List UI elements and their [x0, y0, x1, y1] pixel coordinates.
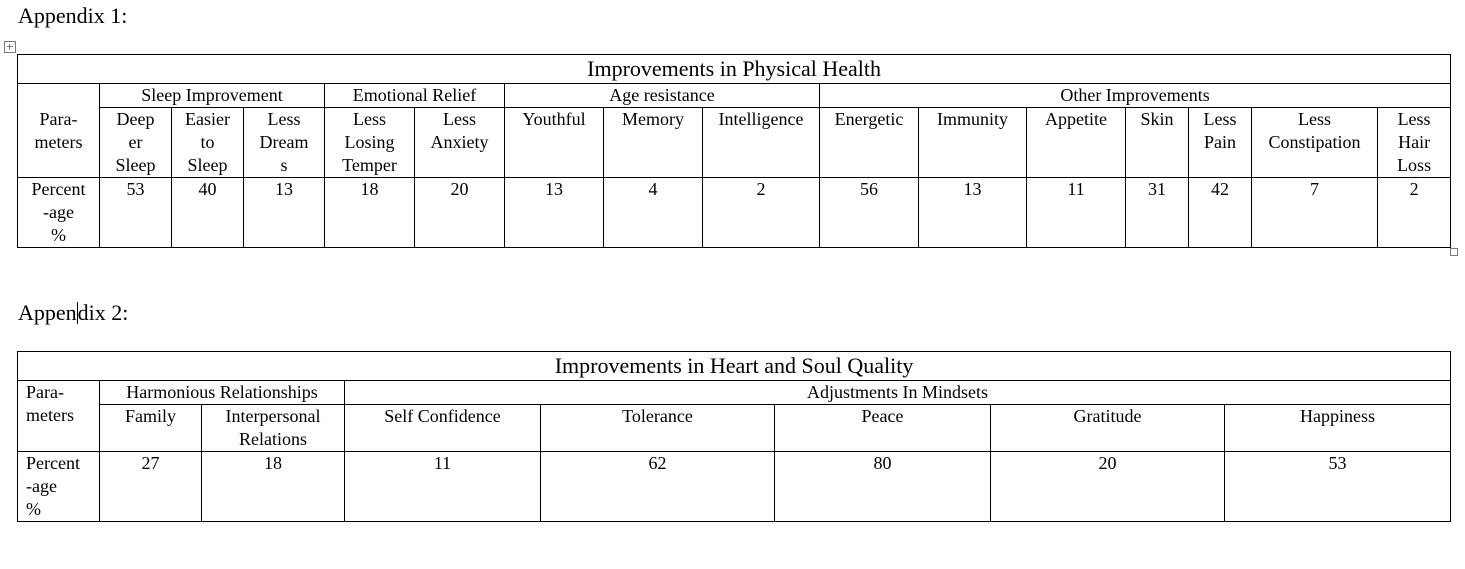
value-cell: 20 [991, 452, 1225, 522]
group-header: Other Improvements [820, 84, 1451, 108]
value-cell: 2 [1378, 178, 1451, 248]
value-cell: 40 [172, 178, 244, 248]
column-header: Self Confidence [345, 405, 541, 452]
column-header: Less Anxiety [415, 108, 505, 178]
column-header: Intelligence [703, 108, 820, 178]
table-title: Improvements in Physical Health [18, 55, 1451, 84]
value-cell: 4 [604, 178, 703, 248]
column-header: Skin [1126, 108, 1189, 178]
physical-health-table [17, 54, 1451, 248]
value-cell: 18 [325, 178, 415, 248]
column-header: Appetite [1027, 108, 1126, 178]
value-cell: 27 [100, 452, 202, 522]
group-header: Adjustments In Mindsets [345, 381, 1451, 405]
group-header: Age resistance [505, 84, 820, 108]
column-header: Family [100, 405, 202, 452]
value-cell: 13 [505, 178, 604, 248]
column-header: Less Losing Temper [325, 108, 415, 178]
value-cell: 62 [541, 452, 775, 522]
value-cell: 53 [1225, 452, 1451, 522]
column-header: Immunity [919, 108, 1027, 178]
value-cell: 13 [244, 178, 325, 248]
value-cell: 42 [1189, 178, 1252, 248]
value-cell: 56 [820, 178, 919, 248]
column-header: Less Constipation [1252, 108, 1378, 178]
value-cell: 11 [345, 452, 541, 522]
column-header: Interpersonal Relations [202, 405, 345, 452]
column-header: Memory [604, 108, 703, 178]
value-cell: 2 [703, 178, 820, 248]
column-header: Less Hair Loss [1378, 108, 1451, 178]
column-header: Gratitude [991, 405, 1225, 452]
column-header: Less Pain [1189, 108, 1252, 178]
column-header: Easier to Sleep [172, 108, 244, 178]
percentage-header: Percent -age % [18, 452, 100, 522]
table-move-handle-icon[interactable] [4, 41, 16, 53]
heart-soul-table [17, 351, 1451, 522]
column-header: Tolerance [541, 405, 775, 452]
value-cell: 80 [775, 452, 991, 522]
column-header: Less Dream s [244, 108, 325, 178]
heading-text-start: Appen [18, 300, 77, 325]
appendix-1-heading: Appendix 1: [18, 3, 128, 28]
table-resize-handle-icon[interactable] [1450, 248, 1458, 256]
value-cell: 11 [1027, 178, 1126, 248]
value-cell: 53 [100, 178, 172, 248]
column-header: Peace [775, 405, 991, 452]
column-header: Happiness [1225, 405, 1451, 452]
value-cell: 7 [1252, 178, 1378, 248]
group-header: Emotional Relief [325, 84, 505, 108]
value-cell: 31 [1126, 178, 1189, 248]
column-header: Deep er Sleep [100, 108, 172, 178]
column-header: Energetic [820, 108, 919, 178]
value-cell: 13 [919, 178, 1027, 248]
appendix-2-heading [18, 300, 128, 326]
parameters-header: Para- meters [18, 84, 100, 178]
heading-text-end: dix 2: [77, 300, 129, 325]
column-header: Youthful [505, 108, 604, 178]
value-cell: 20 [415, 178, 505, 248]
value-cell: 18 [202, 452, 345, 522]
parameters-header: Para- meters [18, 381, 100, 452]
table-title: Improvements in Heart and Soul Quality [18, 352, 1451, 381]
percentage-header: Percent -age % [18, 178, 100, 248]
group-header: Harmonious Relationships [100, 381, 345, 405]
group-header: Sleep Improvement [100, 84, 325, 108]
